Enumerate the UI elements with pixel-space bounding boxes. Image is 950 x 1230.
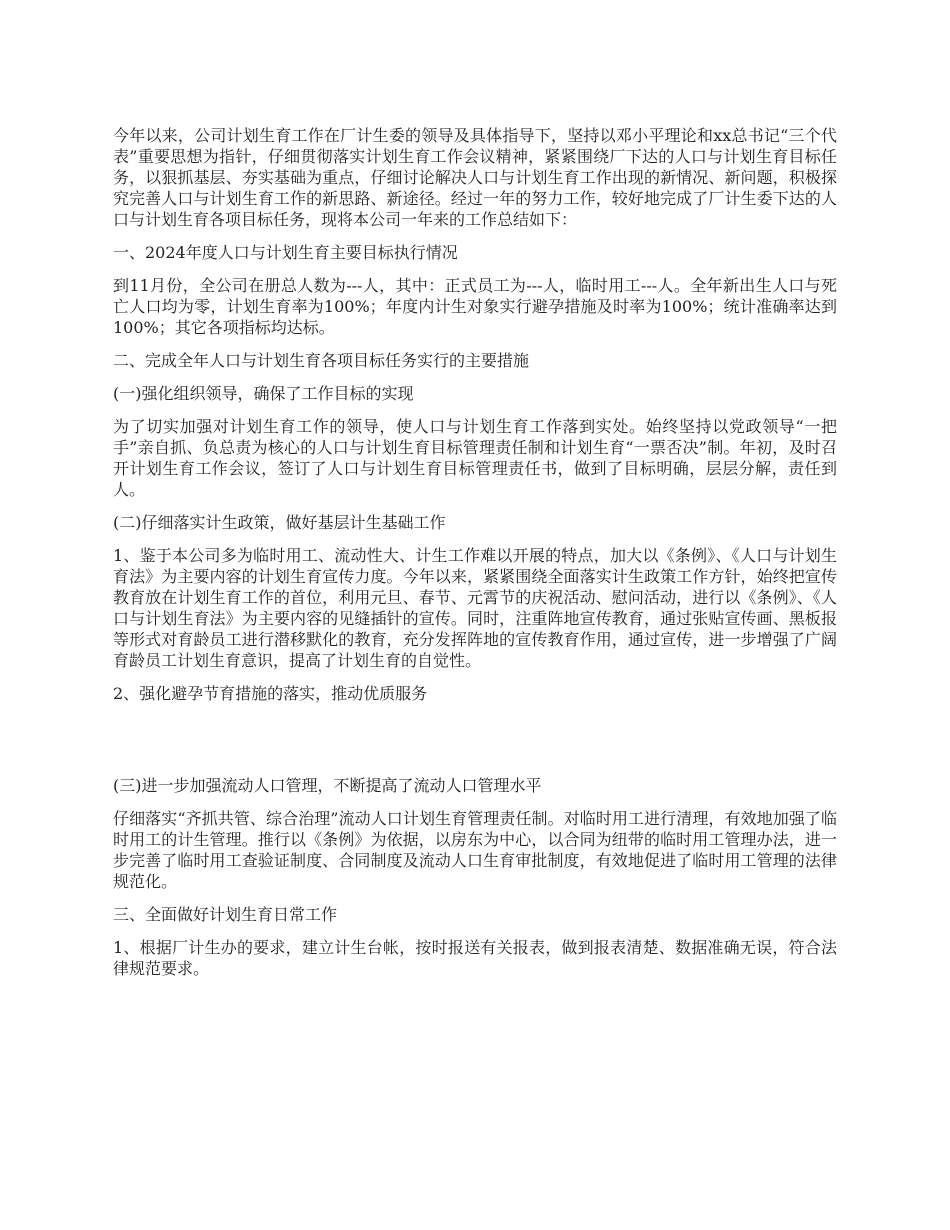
- subsection-1-heading: (一)强化组织领导，确保了工作目标的实现: [113, 384, 414, 403]
- section-3-item-1: 1、根据厂计生办的要求，建立计生台帐，按时报送有关报表，做到报表清楚、数据准确无误，符合法律规范要求。: [113, 938, 837, 978]
- intro-paragraph: 今年以来，公司计划生育工作在厂计生委的领导及具体指导下，坚持以邓小平理论和xx总书记“三个代表”重要思想为指针，仔细贯彻落实计划生育工作会议精神，紧紧围绕厂下达的人口与计划生育目标任务，以狠抓基层、夯实基础为重点，仔细讨论解决人口与计划生育工作出现的新情况、新问题，积极探究完善人口与计划生育工作的新思路、新途径。经过一年的努力工作，较好地完成了厂计生委下达的人口与计划生育各项目标任务，现将本公司一年来的工作总结如下：: [113, 126, 837, 229]
- section-3-heading: 三、全面做好计划生育日常工作: [113, 905, 338, 924]
- section-1-paragraph: 到11月份，全公司在册总人数为---人，其中：正式员工为---人，临时用工---人。全年新出生人口与死亡人口均为零，计划生育率为100%；年度内计生对象实行避孕措施及时率为100%；统计准确率达到100%；其它各项指标均达标。: [113, 276, 837, 337]
- subsection-3-paragraph: 仔细落实“齐抓共管、综合治理”流动人口计划生育管理责任制。对临时用工进行清理，有效地加强了临时用工的计生管理。推行以《条例》为依据，以房东为中心，以合同为纽带的临时用工管理办法，进一步完善了临时用工查验证制度、合同制度及流动人口生育审批制度，有效地促进了临时用工管理的法律规范化。: [113, 809, 837, 891]
- blank-space: [113, 716, 837, 775]
- subsection-2-item-1: 1、鉴于本公司多为临时用工、流动性大、计生工作难以开展的特点，加大以《条例》、《人口与计划生育法》为主要内容的计划生育宣传力度。今年以来，紧紧围绕全面落实计生政策工作方针，始终把宣传教育放在计划生育工作的首位，利用元旦、春节、元霄节的庆祝活动、慰问活动，进行以《条例》、《人口与计划生育法》为主要内容的见缝插针的宣传。同时，注重阵地宣传教育，通过张贴宣传画、黑板报等形式对育龄员工进行潜移默化的教育，充分发挥阵地的宣传教育作用，通过宣传，进一步增强了广阔育龄员工计划生育意识，提高了计划生育的自觉性。: [113, 546, 837, 670]
- document-page: [113, 125, 837, 991]
- subsection-3-heading: (三)进一步加强流动人口管理，不断提高了流动人口管理水平: [113, 776, 542, 795]
- subsection-2-heading: (二)仔细落实计生政策，做好基层计生基础工作: [113, 513, 446, 532]
- section-1-heading: 一、2024年度人口与计划生育主要目标执行情况: [113, 243, 458, 262]
- subsection-1-paragraph: 为了切实加强对计划生育工作的领导，使人口与计划生育工作落到实处。始终坚持以党政领导“一把手”亲自抓、负总责为核心的人口与计划生育目标管理责任制和计划生育“一票否决”制。年初，及时召开计划生育工作会议，签订了人口与计划生育目标管理责任书，做到了目标明确，层层分解，责任到人。: [113, 417, 837, 499]
- section-2-heading: 二、完成全年人口与计划生育各项目标任务实行的主要措施: [113, 351, 530, 370]
- subsection-2-item-2: 2、强化避孕节育措施的落实，推动优质服务: [113, 684, 428, 703]
